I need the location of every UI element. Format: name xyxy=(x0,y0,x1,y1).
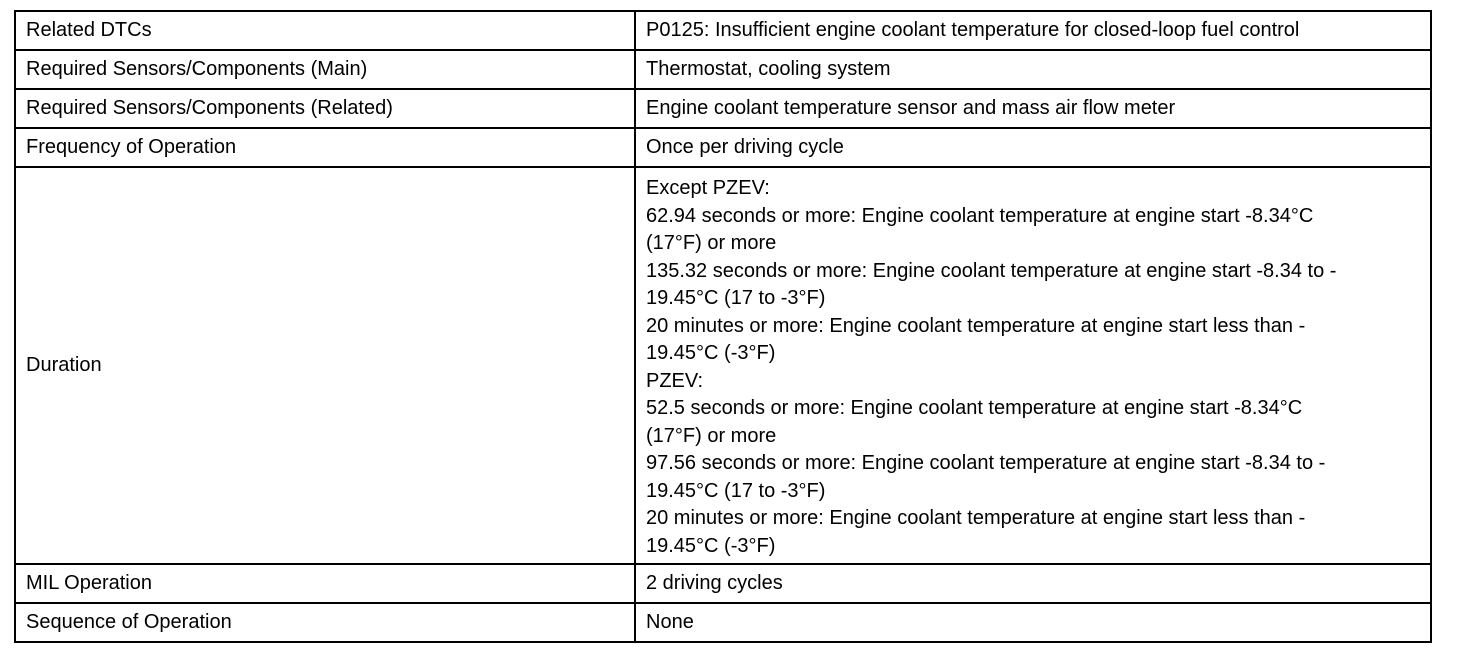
row-value-mil-operation: 2 driving cycles xyxy=(635,564,1431,603)
table-row-sequence xyxy=(15,603,1431,642)
duration-line: 62.94 seconds or more: Engine coolant temperature at engine start -8.34°C xyxy=(646,204,1314,227)
table-row-frequency xyxy=(15,128,1431,167)
duration-line: 19.45°C (17 to -3°F) xyxy=(646,479,826,502)
duration-line: 52.5 seconds or more: Engine coolant temperature at engine start -8.34°C xyxy=(646,397,1303,419)
row-value-frequency: Once per driving cycle xyxy=(635,128,1431,167)
row-label-frequency: Frequency of Operation xyxy=(15,128,635,167)
duration-line: 19.45°C (-3°F) xyxy=(646,342,776,364)
duration-line: Except PZEV: xyxy=(646,177,770,199)
duration-line: 135.32 seconds or more: Engine coolant temperature at engine start -8.34 to - xyxy=(646,259,1337,282)
table-row-required-related xyxy=(15,89,1431,128)
duration-line: 19.45°C (17 to -3°F) xyxy=(646,287,826,309)
duration-line: (17°F) or more xyxy=(646,232,777,254)
row-label-mil-operation: MIL Operation xyxy=(15,564,635,603)
duration-line: 20 minutes or more: Engine coolant temperature at engine start less than - xyxy=(646,314,1306,337)
duration-line: (17°F) or more xyxy=(646,424,777,447)
row-label-sequence: Sequence of Operation xyxy=(15,603,635,642)
row-value-required-related: Engine coolant temperature sensor and mass air flow meter xyxy=(635,89,1431,128)
row-value-related-dtcs: P0125: Insufficient engine coolant temperature for closed-loop fuel control xyxy=(635,11,1431,50)
duration-line: 97.56 seconds or more: Engine coolant temperature at engine start -8.34 to - xyxy=(646,452,1326,474)
row-value-duration xyxy=(635,167,1431,564)
duration-line: PZEV: xyxy=(646,369,704,392)
row-value-sequence: None xyxy=(635,603,1431,642)
table-row-mil-operation xyxy=(15,564,1431,603)
row-label-related-dtcs: Related DTCs xyxy=(15,11,635,50)
table-row-duration xyxy=(15,167,1431,564)
row-label-required-main: Required Sensors/Components (Main) xyxy=(15,50,635,89)
duration-line: 20 minutes or more: Engine coolant temperature at engine start less than - xyxy=(646,507,1306,529)
monitor-spec-table xyxy=(14,10,1432,643)
row-label-duration: Duration xyxy=(15,167,635,564)
table-row-related-dtcs xyxy=(15,11,1431,50)
table-row-required-main xyxy=(15,50,1431,89)
row-label-required-related: Required Sensors/Components (Related) xyxy=(15,89,635,128)
duration-line: 19.45°C (-3°F) xyxy=(646,534,776,557)
row-value-required-main: Thermostat, cooling system xyxy=(635,50,1431,89)
